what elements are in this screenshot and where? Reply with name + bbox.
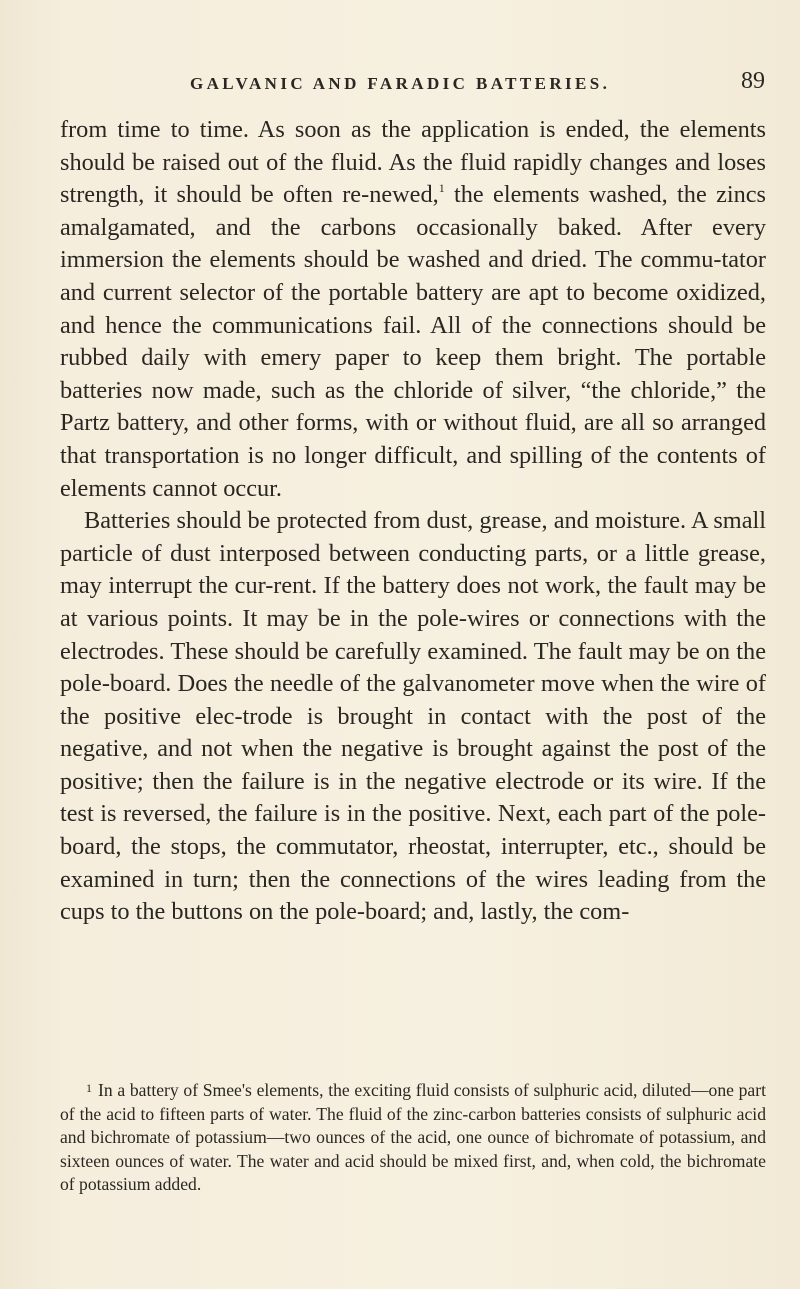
body-text (60, 114, 766, 929)
paragraph-1 (60, 114, 766, 505)
paragraph-1-part-b: the elements washed, the zincs amalgamated, and the carbons occasionally baked. After every immersion the elements should be washed and dried. The commu-tator and current selector of the portable battery are apt to become oxidized, and hence the communications fail. All of the connections should be rubbed daily with emery paper to keep them bright. The portable batteries now made, such as the chloride of silver, “the chloride,” the Partz battery, and other forms, with or without fluid, are all so arranged that transportation is no longer difficult, and spilling of the contents of elements cannot occur. (60, 181, 766, 502)
footnote (60, 1077, 766, 1197)
running-head: GALVANIC AND FARADIC BATTERIES. (190, 74, 611, 93)
footnote-reference: 1 (438, 181, 445, 196)
footnote-text: In a battery of Smee's elements, the exciting fluid consists of sulphuric acid, diluted—one part of the acid to fifteen parts of water. The fluid of the zinc-carbon batteries consists of sulphuric acid and bichromate of potassium—two ounces of the acid, one ounce of bichromate of potassium, and sixteen ounces of water. The water and acid should be mixed first, and, when cold, the bichromate of potassium added. (60, 1080, 766, 1194)
footnote-paragraph (60, 1077, 766, 1197)
paragraph-2: Batteries should be protected from dust, grease, and moisture. A small particle of dust interposed between conducting parts, or a little grease, may interrupt the cur-rent. If the battery does not work, the fault may be at various points. It may be in the pole-wires or connections with the electrodes. These should be carefully examined. The fault may be on the pole-board. Does the needle of the galvanometer move when the wire of the positive elec-trode is brought in contact with the post of the negative, and not when the negative is brought against the post of the positive; then the failure is in the negative electrode or its wire. If the test is reversed, the failure is in the positive. Next, each part of the pole-board, the stops, the commutator, rheostat, interrupter, etc., should be examined in turn; then the connections of the wires leading from the cups to the buttons on the pole-board; and, lastly, the com- (60, 507, 766, 926)
footnote-marker: 1 (86, 1081, 92, 1095)
paragraph-1-part-a: from time to time. As soon as the application is ended, the elements should be raised out of the fluid. As the fluid rapidly changes and loses strength, it should be often re-newed, (60, 116, 766, 209)
page-header (60, 66, 770, 102)
page-number: 89 (741, 68, 765, 94)
